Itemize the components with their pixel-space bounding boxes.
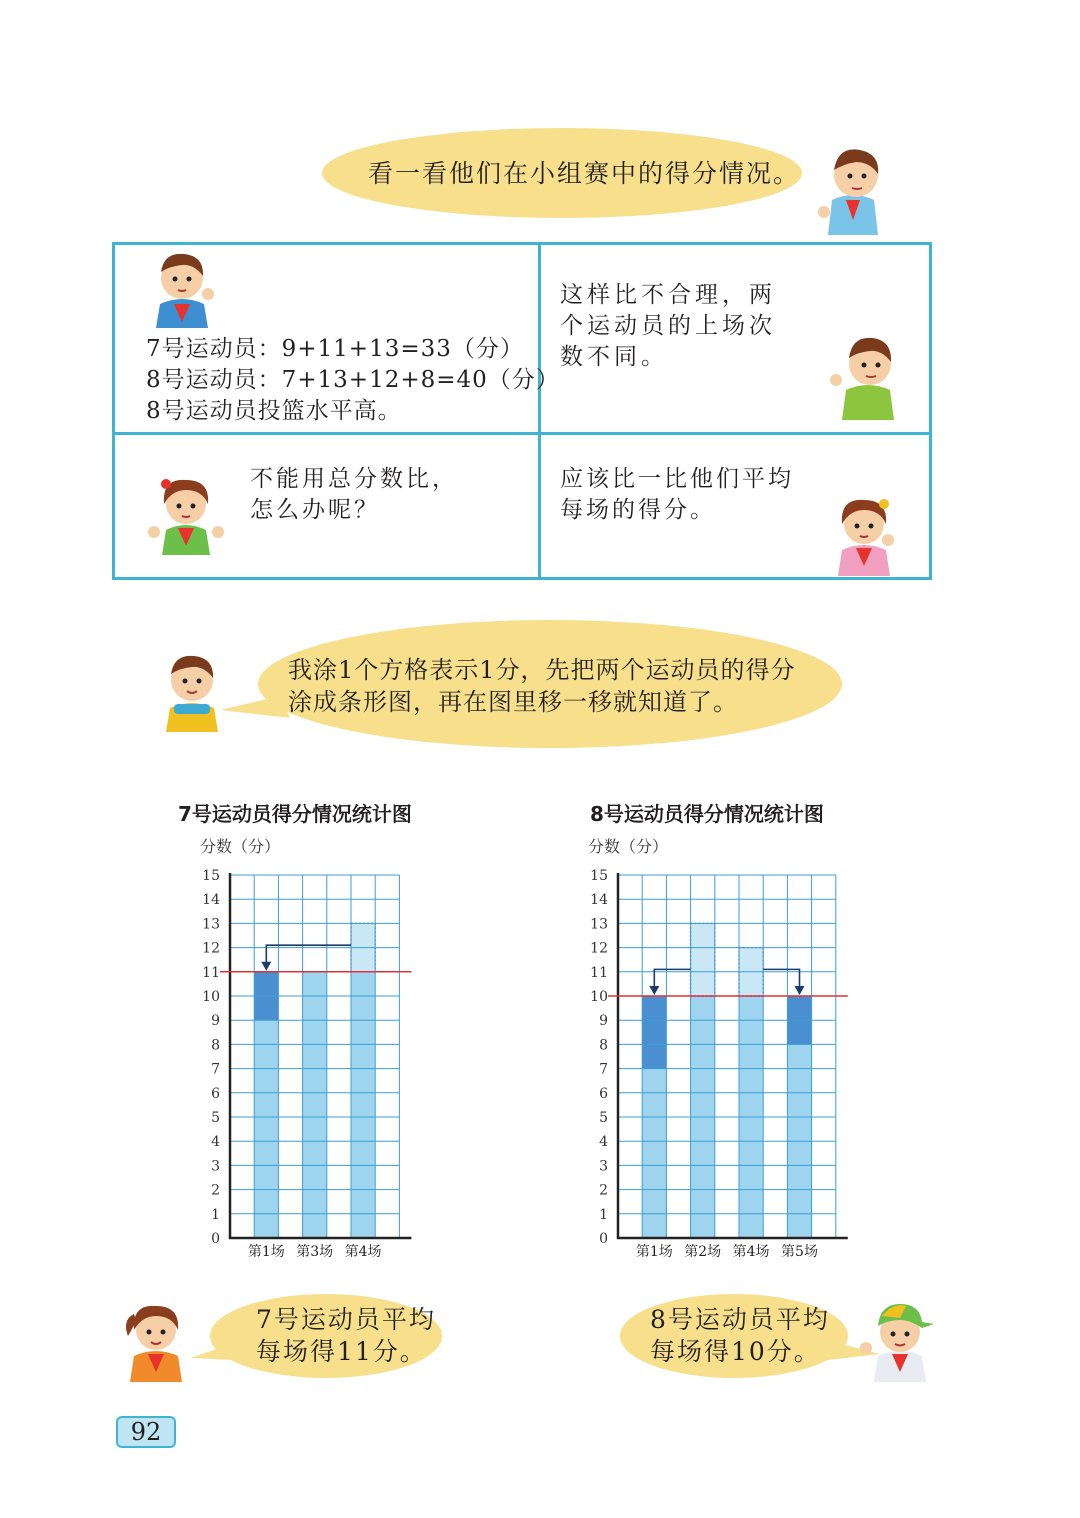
y-tick-label: 3 bbox=[211, 1158, 220, 1175]
chart2-bar-chart bbox=[578, 830, 858, 1270]
chart1-title: 7号运动员得分情况统计图 bbox=[178, 802, 412, 826]
y-tick-label: 4 bbox=[599, 1134, 608, 1151]
bottom-left-line1: 7号运动员平均 bbox=[256, 1305, 436, 1334]
bottom-right-line1: 8号运动员平均 bbox=[650, 1305, 830, 1334]
y-tick-label: 4 bbox=[211, 1134, 220, 1151]
panel2-line3: 数不同。 bbox=[560, 344, 668, 370]
y-tick-label: 7 bbox=[599, 1061, 608, 1078]
x-tick-label: 第1场 bbox=[635, 1244, 673, 1260]
bar bbox=[303, 972, 327, 1238]
x-tick-label: 第1场 bbox=[247, 1244, 285, 1260]
panel3-line1: 不能用总分数比， bbox=[250, 466, 458, 492]
boy-pointing-illustration bbox=[828, 330, 903, 420]
y-tick-label: 8 bbox=[211, 1037, 220, 1054]
y-axis-label: 分数（分） bbox=[588, 837, 669, 856]
boy-thinking-illustration bbox=[150, 248, 220, 328]
boy-cap-illustration bbox=[860, 1296, 940, 1382]
y-tick-label: 10 bbox=[590, 989, 608, 1005]
arrow-head bbox=[649, 986, 659, 995]
panel3-line2: 怎么办呢？ bbox=[250, 497, 380, 523]
panel2-line2: 个运动员的上场次 bbox=[560, 313, 776, 339]
y-tick-label: 8 bbox=[599, 1037, 608, 1054]
boy-character-illustration bbox=[818, 140, 888, 235]
y-tick-label: 1 bbox=[599, 1206, 608, 1223]
panel4-line1: 应该比一比他们平均 bbox=[560, 466, 794, 492]
y-tick-label: 12 bbox=[590, 940, 608, 957]
y-tick-label: 7 bbox=[211, 1061, 220, 1078]
x-tick-label: 第5场 bbox=[781, 1244, 818, 1260]
girl-thinking-illustration bbox=[830, 490, 900, 576]
intro-speech-text: 看一看他们在小组赛中的得分情况。 bbox=[368, 159, 801, 188]
bar bbox=[351, 972, 375, 1238]
panel1-line3: 8号运动员投篮水平高。 bbox=[146, 398, 402, 424]
bar bbox=[254, 1020, 278, 1238]
y-tick-label: 9 bbox=[599, 1013, 608, 1030]
panel1-line2: 8号运动员：7+13+12+8=40（分） bbox=[146, 367, 560, 393]
y-tick-label: 2 bbox=[599, 1182, 608, 1199]
middle-speech-line2: 涂成条形图，再在图里移一移就知道了。 bbox=[288, 688, 738, 716]
y-tick-label: 3 bbox=[599, 1158, 608, 1175]
panel-divider-horizontal bbox=[112, 432, 932, 435]
panel4-line2: 每场的得分。 bbox=[560, 497, 716, 523]
moved-block bbox=[642, 996, 666, 1069]
y-tick-label: 5 bbox=[211, 1110, 220, 1126]
y-tick-label: 0 bbox=[599, 1231, 608, 1247]
y-tick-label: 13 bbox=[590, 916, 608, 933]
bar bbox=[642, 1069, 666, 1238]
y-tick-label: 14 bbox=[202, 892, 220, 909]
arrow-head bbox=[795, 986, 805, 995]
page-number: 92 bbox=[116, 1416, 176, 1448]
girl-questioning-illustration bbox=[146, 470, 226, 555]
y-tick-label: 15 bbox=[202, 868, 220, 884]
y-tick-label: 5 bbox=[599, 1110, 608, 1126]
y-tick-label: 11 bbox=[590, 964, 608, 981]
bottom-right-line2: 每场得10分。 bbox=[650, 1337, 821, 1366]
x-tick-label: 第4场 bbox=[344, 1244, 382, 1260]
chart1-bar-chart bbox=[190, 830, 430, 1270]
arrow-head bbox=[261, 962, 271, 971]
y-tick-label: 15 bbox=[590, 868, 608, 884]
y-axis-label: 分数（分） bbox=[200, 837, 281, 856]
panel-divider-vertical bbox=[538, 242, 541, 580]
y-tick-label: 1 bbox=[211, 1206, 220, 1223]
y-tick-label: 10 bbox=[202, 989, 220, 1005]
y-tick-label: 14 bbox=[590, 892, 608, 909]
chart2-title: 8号运动员得分情况统计图 bbox=[590, 802, 824, 826]
y-tick-label: 6 bbox=[599, 1085, 608, 1102]
y-tick-label: 12 bbox=[202, 940, 220, 957]
bottom-left-line2: 每场得11分。 bbox=[256, 1337, 427, 1366]
y-tick-label: 11 bbox=[202, 964, 220, 981]
y-tick-label: 2 bbox=[211, 1182, 220, 1199]
y-tick-label: 13 bbox=[202, 916, 220, 933]
panel1-line1: 7号运动员：9+11+13=33（分） bbox=[146, 336, 524, 362]
excess-block bbox=[691, 923, 715, 996]
x-tick-label: 第2场 bbox=[684, 1244, 722, 1260]
y-tick-label: 6 bbox=[211, 1085, 220, 1102]
x-tick-label: 第4场 bbox=[732, 1244, 770, 1260]
y-tick-label: 0 bbox=[211, 1231, 220, 1247]
middle-speech-line1: 我涂1个方格表示1分，先把两个运动员的得分 bbox=[288, 656, 796, 684]
y-tick-label: 9 bbox=[211, 1013, 220, 1030]
panel2-line1: 这样比不合理，两 bbox=[560, 282, 776, 308]
x-tick-label: 第3场 bbox=[296, 1244, 334, 1260]
